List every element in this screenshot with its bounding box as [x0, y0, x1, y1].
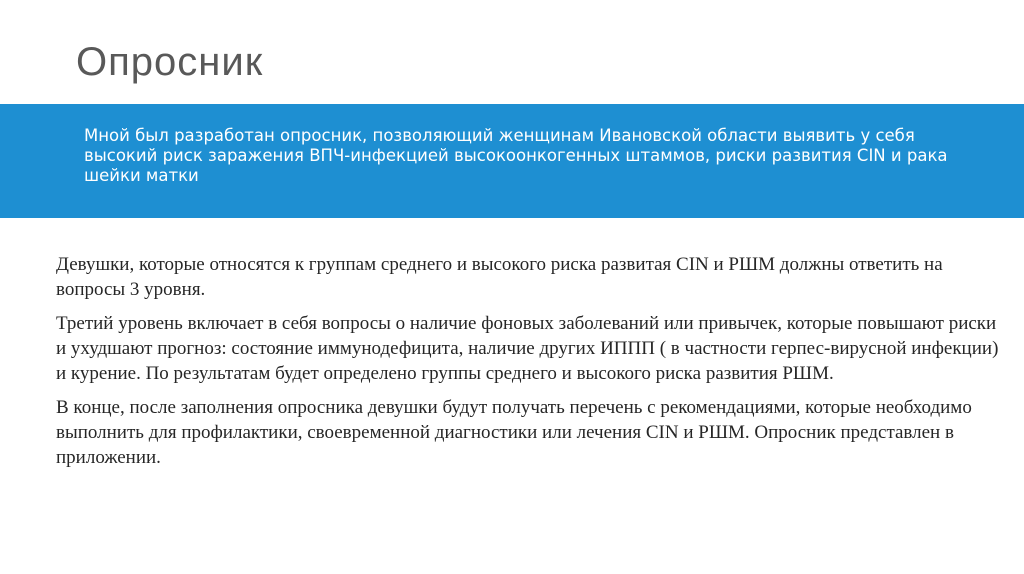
slide-title: Опросник: [76, 40, 264, 84]
highlight-band: [0, 104, 1024, 218]
body-content: [56, 252, 1002, 479]
paragraph-2: Третий уровень включает в себя вопросы о наличие фоновых заболеваний или привычек, которые повышают риски и ухудшают прогноз: состояние иммунодефицита, наличие других ИППП ( в частности герпес-вирусной инфекции) и курение. По результатам будет определено группы среднего и высокого риска развития РШМ.: [56, 313, 999, 384]
paragraph-3: В конце, после заполнения опросника девушки будут получать перечень с рекомендациями, которые необходимо выполнить для профилактики, своевременной диагностики или лечения CIN и РШМ. Опросник представлен в приложении.: [56, 397, 972, 468]
highlight-text: Мной был разработан опросник, позволяющий женщинам Ивановской области выявить у себя высокий риск заражения ВПЧ-инфекцией высокоонкогенных штаммов, риски развития CIN и рака шейки матки: [84, 126, 948, 185]
paragraph-1: Девушки, которые относятся к группам среднего и высокого риска развитая CIN и РШМ должны ответить на вопросы 3 уровня.: [56, 254, 943, 300]
